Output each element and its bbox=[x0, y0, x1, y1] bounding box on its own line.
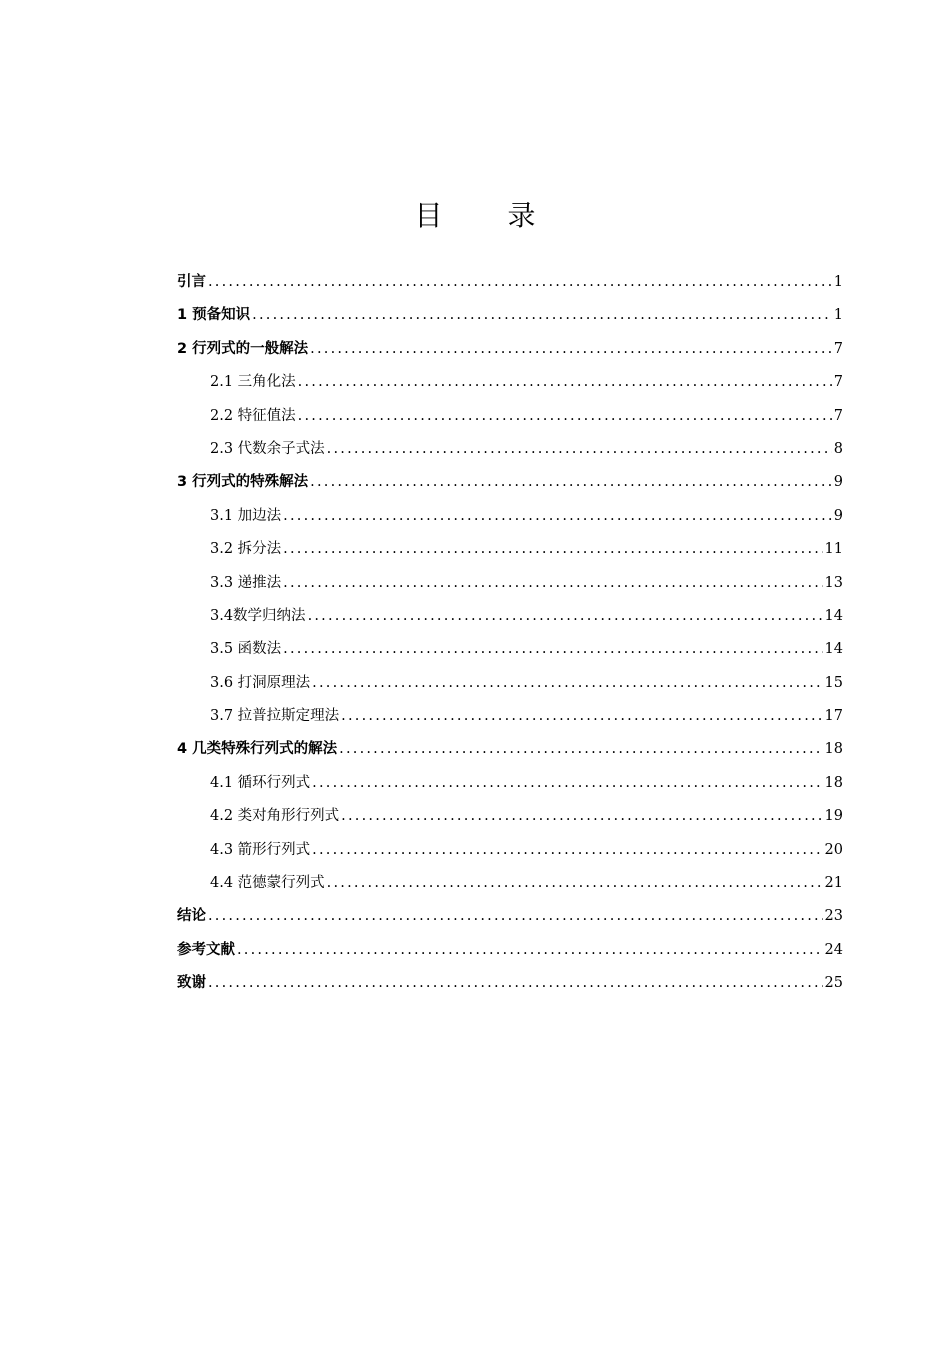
toc-entry[interactable] bbox=[177, 834, 843, 867]
toc-dot-leader bbox=[312, 767, 822, 800]
toc-dot-leader bbox=[283, 633, 822, 666]
toc-dot-leader bbox=[283, 500, 832, 533]
toc-dot-leader bbox=[310, 333, 832, 366]
toc-entry-page-number: 8 bbox=[833, 440, 843, 457]
toc-dot-leader bbox=[308, 600, 823, 633]
toc-entry-label: 3.6 打洞原理法 bbox=[210, 674, 311, 691]
toc-entry-page-number: 11 bbox=[824, 541, 843, 558]
toc-entry-label: 3.4数学归纳法 bbox=[210, 607, 306, 624]
toc-entry-label: 参考文献 bbox=[177, 941, 235, 958]
toc-entry[interactable] bbox=[177, 466, 843, 499]
toc-entry[interactable] bbox=[177, 867, 843, 900]
toc-entry-label: 1 预备知识 bbox=[177, 307, 251, 324]
toc-entry[interactable] bbox=[177, 333, 843, 366]
toc-entry-page-number: 7 bbox=[833, 374, 843, 391]
toc-dot-leader bbox=[208, 266, 832, 299]
toc-entry-page-number: 24 bbox=[824, 941, 843, 958]
toc-entry[interactable] bbox=[177, 600, 843, 633]
toc-entry[interactable] bbox=[177, 533, 843, 566]
toc-entry-page-number: 13 bbox=[824, 574, 843, 591]
toc-title: 目 录 bbox=[414, 199, 564, 232]
toc-entry-label: 3 行列式的特殊解法 bbox=[177, 474, 309, 491]
toc-entry[interactable] bbox=[177, 767, 843, 800]
toc-entry-page-number: 18 bbox=[824, 741, 843, 758]
toc-entry[interactable] bbox=[177, 266, 843, 299]
toc-entry-label: 2.1 三角化法 bbox=[210, 374, 296, 391]
toc-entry[interactable] bbox=[177, 299, 843, 332]
toc-entry[interactable] bbox=[177, 567, 843, 600]
toc-entry-page-number: 1 bbox=[833, 307, 843, 324]
toc-entry-label: 3.2 拆分法 bbox=[210, 541, 282, 558]
toc-entry[interactable] bbox=[177, 800, 843, 833]
toc-entry-label: 4.4 范德蒙行列式 bbox=[210, 875, 325, 892]
toc-dot-leader bbox=[283, 533, 822, 566]
toc-entry-label: 4.3 箭形行列式 bbox=[210, 841, 311, 858]
toc-entry-label: 2.3 代数余子式法 bbox=[210, 440, 325, 457]
toc-entry[interactable] bbox=[177, 366, 843, 399]
toc-entry[interactable] bbox=[177, 633, 843, 666]
toc-entry-page-number: 20 bbox=[824, 841, 843, 858]
toc-entry-page-number: 19 bbox=[824, 808, 843, 825]
toc-entry[interactable] bbox=[177, 667, 843, 700]
toc-dot-leader bbox=[283, 567, 822, 600]
toc-entry-page-number: 17 bbox=[824, 708, 843, 725]
toc-dot-leader bbox=[298, 400, 832, 433]
toc-entry-page-number: 15 bbox=[824, 674, 843, 691]
toc-entry[interactable] bbox=[177, 967, 843, 1000]
toc-entry-label: 3.7 拉普拉斯定理法 bbox=[210, 708, 340, 725]
toc-entry-label: 3.5 函数法 bbox=[210, 641, 282, 658]
toc-entry-label: 结论 bbox=[177, 908, 206, 925]
toc-dot-leader bbox=[252, 299, 832, 332]
toc-entry[interactable] bbox=[177, 733, 843, 766]
toc-entry-page-number: 23 bbox=[824, 908, 843, 925]
toc-dot-leader bbox=[341, 800, 822, 833]
toc-entry-page-number: 18 bbox=[824, 774, 843, 791]
toc-entry[interactable] bbox=[177, 500, 843, 533]
toc-entry-page-number: 1 bbox=[833, 274, 843, 290]
toc-entry[interactable] bbox=[177, 433, 843, 466]
toc-entry[interactable] bbox=[177, 700, 843, 733]
toc-entry-page-number: 9 bbox=[833, 474, 843, 491]
toc-entry-page-number: 7 bbox=[833, 407, 843, 424]
toc-dot-leader bbox=[339, 733, 822, 766]
toc-entry-label: 4.1 循环行列式 bbox=[210, 774, 311, 791]
toc-dot-leader bbox=[310, 466, 832, 499]
toc-entry-page-number: 7 bbox=[833, 340, 843, 357]
toc-entry-page-number: 9 bbox=[833, 507, 843, 524]
toc-entry-page-number: 21 bbox=[824, 875, 843, 892]
toc-entry[interactable] bbox=[177, 900, 843, 933]
toc-list bbox=[177, 266, 843, 1001]
toc-entry-label: 3.3 递推法 bbox=[210, 574, 282, 591]
toc-entry-label: 4.2 类对角形行列式 bbox=[210, 808, 340, 825]
toc-entry-label: 3.1 加边法 bbox=[210, 507, 282, 524]
toc-entry-page-number: 14 bbox=[824, 641, 843, 658]
toc-entry-page-number: 25 bbox=[824, 975, 843, 992]
toc-dot-leader bbox=[312, 834, 822, 867]
toc-entry-label: 2 行列式的一般解法 bbox=[177, 340, 309, 357]
toc-dot-leader bbox=[298, 366, 832, 399]
toc-entry-label: 致谢 bbox=[177, 975, 206, 992]
toc-entry-label: 2.2 特征值法 bbox=[210, 407, 296, 424]
toc-dot-leader bbox=[208, 967, 823, 1000]
toc-dot-leader bbox=[237, 934, 823, 967]
toc-dot-leader bbox=[208, 900, 823, 933]
toc-entry-label: 4 几类特殊行列式的解法 bbox=[177, 741, 338, 758]
toc-dot-leader bbox=[327, 433, 832, 466]
toc-dot-leader bbox=[341, 700, 822, 733]
toc-entry-label: 引言 bbox=[177, 274, 206, 290]
toc-entry[interactable] bbox=[177, 400, 843, 433]
toc-dot-leader bbox=[312, 667, 822, 700]
toc-entry[interactable] bbox=[177, 934, 843, 967]
toc-entry-page-number: 14 bbox=[824, 607, 843, 624]
toc-dot-leader bbox=[327, 867, 823, 900]
